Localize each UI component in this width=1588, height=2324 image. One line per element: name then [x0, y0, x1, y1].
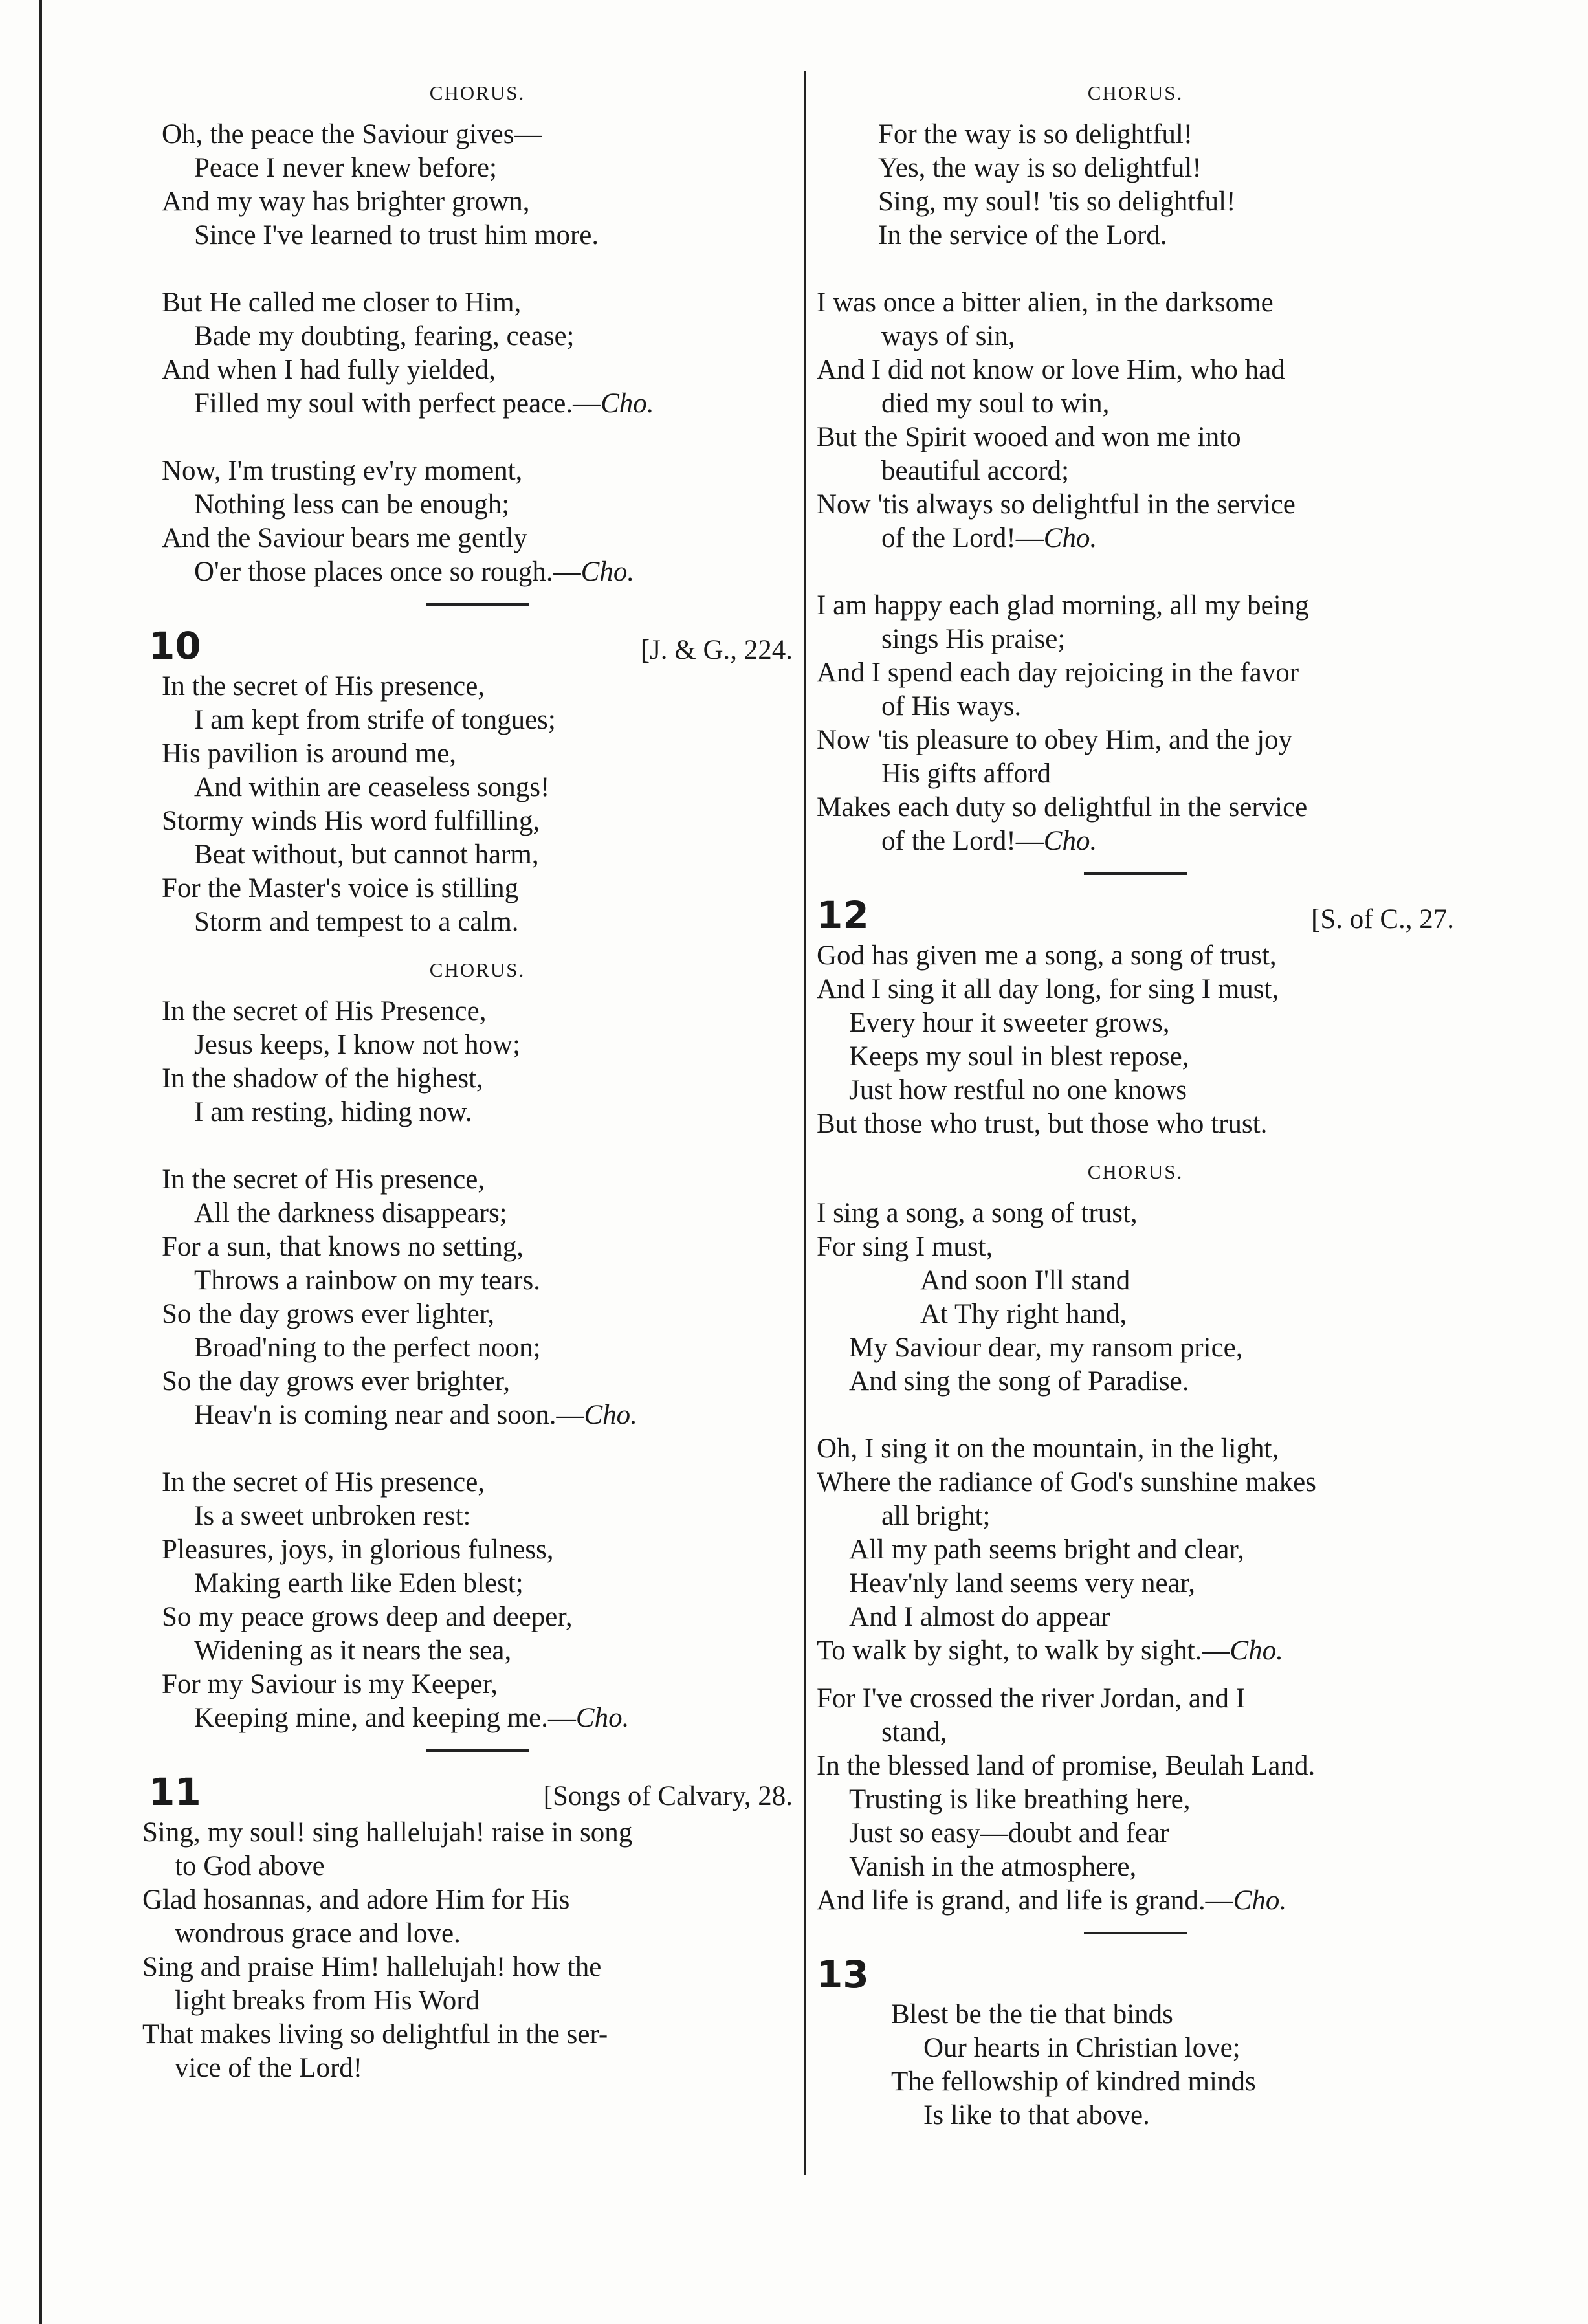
verse-line: wondrous grace and love.	[175, 1918, 461, 1949]
verse-line: Heav'nly land seems very near,	[849, 1568, 1195, 1599]
column-divider	[804, 71, 806, 2175]
hymn11-stanza-3	[817, 589, 1454, 858]
verse-line: ways of sin,	[881, 321, 1015, 351]
verse-line: And the Saviour bears me gently	[162, 523, 527, 553]
hymn-11-header	[149, 1771, 793, 1813]
verse-line: For my Saviour is my Keeper,	[162, 1669, 498, 1699]
verse-line: Trusting is like breathing here,	[849, 1784, 1191, 1815]
hymn10-chorus	[162, 995, 793, 1129]
verse-line: Nothing less can be enough;	[194, 489, 510, 520]
verse-line: And my way has brighter grown,	[162, 186, 530, 217]
verse-line: All my path seems bright and clear,	[849, 1534, 1244, 1565]
verse-line: Bade my doubting, fearing, cease;	[194, 321, 575, 351]
chorus-ref: Cho.	[575, 1703, 630, 1733]
chorus-ref: Cho.	[580, 557, 635, 587]
verse-line: Yes, the way is so delightful!	[878, 153, 1202, 183]
verse-text: And life is grand, and life is grand.—	[817, 1885, 1233, 1916]
verse-line: Peace I never knew before;	[194, 153, 497, 183]
verse-text: O'er those places once so rough.—	[194, 557, 581, 587]
hymn11-stanza-1	[142, 1816, 793, 2085]
chorus-label: CHORUS.	[1087, 1160, 1184, 1183]
hymn9-chorus	[162, 118, 793, 252]
verse-line: And soon I'll stand	[920, 1265, 1130, 1296]
verse-line: For the way is so delightful!	[878, 119, 1193, 149]
chorus-ref: Cho.	[1233, 1885, 1287, 1916]
verse-line	[817, 1884, 1454, 1918]
verse-line: Now 'tis pleasure to obey Him, and the joy	[817, 725, 1293, 755]
verse-line: The fellowship of kindred minds	[891, 2066, 1256, 2097]
chorus-label: CHORUS.	[429, 958, 525, 981]
verse-line: So my peace grows deep and deeper,	[162, 1602, 573, 1632]
verse-line: In the blessed land of promise, Beulah Land.	[817, 1751, 1316, 1781]
verse-line: died my soul to win,	[881, 388, 1110, 419]
section-rule	[1084, 1932, 1187, 1934]
verse-line: And I did not know or love Him, who had	[817, 355, 1285, 385]
hymn12-stanza-3	[817, 1682, 1454, 1918]
verse-line: In the secret of His Presence,	[162, 996, 487, 1026]
verse-line: For I've crossed the river Jordan, and I	[817, 1683, 1246, 1714]
right-column	[817, 71, 1454, 2166]
verse-line: For sing I must,	[817, 1232, 993, 1262]
verse-line: stand,	[881, 1717, 947, 1747]
verse-line: Just so easy—doubt and fear	[849, 1818, 1169, 1848]
verse-line: For the Master's voice is stilling	[162, 873, 519, 903]
verse-line	[162, 1399, 793, 1432]
verse-text: of the Lord!—	[881, 523, 1044, 553]
verse-line: of His ways.	[881, 691, 1022, 722]
hymn-source: [J. & G., 224.	[640, 635, 793, 665]
hymn9-stanza-3	[162, 454, 793, 589]
hymn-12-header	[817, 894, 1454, 936]
verse-line: And sing the song of Paradise.	[849, 1366, 1189, 1397]
hymn-number: 12	[817, 893, 869, 937]
verse-line: And I almost do appear	[849, 1602, 1110, 1632]
hymn-source: [Songs of Calvary, 28.	[543, 1781, 793, 1811]
verse-line: God has given me a song, a song of trust,	[817, 940, 1277, 971]
verse-line: Is like to that above.	[923, 2100, 1150, 2130]
verse-text: Filled my soul with perfect peace.—	[194, 388, 601, 419]
verse-line: My Saviour dear, my ransom price,	[849, 1333, 1243, 1363]
verse-line: Beat without, but cannot harm,	[194, 839, 539, 870]
verse-line: So the day grows ever brighter,	[162, 1366, 511, 1397]
verse-line: I am resting, hiding now.	[194, 1097, 472, 1127]
verse-line: Oh, I sing it on the mountain, in the light,	[817, 1433, 1279, 1464]
verse-text: of the Lord!—	[881, 826, 1044, 856]
verse-line: Every hour it sweeter grows,	[849, 1008, 1170, 1038]
verse-line: Jesus keeps, I know not how;	[194, 1030, 521, 1060]
verse-text: To walk by sight, to walk by sight.—	[817, 1635, 1230, 1666]
verse-line: I am happy each glad morning, all my being	[817, 590, 1309, 621]
verse-line: For a sun, that knows no setting,	[162, 1232, 524, 1262]
verse-line: Is a sweet unbroken rest:	[194, 1501, 471, 1531]
verse-line: And I spend each day rejoicing in the favor	[817, 658, 1299, 688]
verse-line: I sing a song, a song of trust,	[817, 1198, 1138, 1228]
verse-line: But He called me closer to Him,	[162, 287, 522, 318]
verse-line: light breaks from His Word	[175, 1986, 480, 2016]
verse-line: sings His praise;	[881, 624, 1066, 654]
chorus-ref: Cho.	[1230, 1635, 1283, 1666]
verse-line: Sing, my soul! 'tis so delightful!	[878, 186, 1236, 217]
verse-line: That makes living so delightful in the ser-	[142, 2019, 608, 2050]
verse-line: Oh, the peace the Saviour gives—	[162, 119, 542, 149]
verse-line: In the shadow of the highest,	[162, 1063, 483, 1094]
verse-text: Keeping mine, and keeping me.—	[194, 1703, 576, 1733]
verse-line: Our hearts in Christian love;	[923, 2033, 1241, 2063]
page-binding-edge	[39, 0, 42, 2324]
hymn-10-header	[149, 625, 793, 667]
verse-line: Just how restful no one knows	[849, 1075, 1187, 1105]
verse-line: And I sing it all day long, for sing I must,	[817, 974, 1279, 1004]
section-rule	[426, 603, 529, 606]
hymn11-chorus	[817, 118, 1454, 252]
left-column	[142, 71, 793, 2119]
hymn10-stanza-1	[162, 670, 793, 939]
verse-line	[162, 555, 793, 589]
verse-line: Stormy winds His word fulfilling,	[162, 806, 540, 836]
verse-line: Glad hosannas, and adore Him for His	[142, 1885, 570, 1915]
verse-line: And when I had fully yielded,	[162, 355, 496, 385]
verse-line: Sing, my soul! sing hallelujah! raise in song	[142, 1817, 633, 1848]
verse-line: Throws a rainbow on my tears.	[194, 1265, 540, 1296]
verse-line: All the darkness disappears;	[194, 1198, 507, 1228]
section-rule	[1084, 872, 1187, 875]
verse-line: Where the radiance of God's sunshine makes	[817, 1467, 1316, 1498]
hymn-source: [S. of C., 27.	[1311, 904, 1454, 935]
verse-line	[817, 824, 1454, 858]
hymn10-stanza-3	[162, 1466, 793, 1735]
verse-line	[162, 387, 793, 421]
chorus-ref: Cho.	[1043, 826, 1097, 856]
hymn10-stanza-2	[162, 1163, 793, 1432]
chorus-label: CHORUS.	[1087, 82, 1184, 104]
verse-line: beautiful accord;	[881, 456, 1070, 486]
hymn12-chorus	[817, 1197, 1454, 1399]
verse-line: Widening as it nears the sea,	[194, 1635, 512, 1666]
verse-line: Makes each duty so delightful in the service	[817, 792, 1308, 823]
section-rule	[426, 1749, 529, 1752]
hymn11-stanza-2	[817, 286, 1454, 555]
chorus-label: CHORUS.	[429, 82, 525, 104]
verse-line: Since I've learned to trust him more.	[194, 220, 599, 250]
chorus-ref: Cho.	[1043, 523, 1097, 553]
verse-line: But those who trust, but those who trust.	[817, 1109, 1268, 1139]
verse-line: I am kept from strife of tongues;	[194, 705, 556, 735]
hymn13-stanza-1	[817, 1998, 1454, 2132]
verse-line: In the secret of His presence,	[162, 1467, 485, 1498]
verse-text: Heav'n is coming near and soon.—	[194, 1400, 584, 1430]
verse-line: At Thy right hand,	[920, 1299, 1127, 1329]
hymn9-stanza-2	[162, 286, 793, 421]
verse-line	[162, 1701, 793, 1735]
verse-line: I was once a bitter alien, in the darksome	[817, 287, 1274, 318]
chorus-ref: Cho.	[601, 388, 654, 419]
verse-line: Making earth like Eden blest;	[194, 1568, 524, 1599]
verse-line: And within are ceaseless songs!	[194, 772, 550, 802]
hymn12-stanza-1	[817, 939, 1454, 1141]
verse-line: to God above	[175, 1851, 325, 1881]
verse-line	[817, 1634, 1454, 1668]
hymn-13-header	[817, 1954, 1454, 1995]
verse-line: vice of the Lord!	[175, 2053, 363, 2083]
verse-line: Broad'ning to the perfect noon;	[194, 1333, 541, 1363]
verse-line: Vanish in the atmosphere,	[849, 1852, 1137, 1882]
verse-line: In the service of the Lord.	[878, 220, 1167, 250]
verse-line: So the day grows ever lighter,	[162, 1299, 495, 1329]
verse-line: In the secret of His presence,	[162, 671, 485, 702]
hymn-number: 13	[817, 1953, 869, 1997]
verse-line: In the secret of His presence,	[162, 1164, 485, 1195]
verse-line: His pavilion is around me,	[162, 738, 457, 769]
verse-line: But the Spirit wooed and won me into	[817, 422, 1241, 452]
verse-line: Now 'tis always so delightful in the service	[817, 489, 1296, 520]
verse-line: His gifts afford	[881, 758, 1051, 789]
chorus-ref: Cho.	[584, 1400, 637, 1430]
verse-line: Blest be the tie that binds	[891, 1999, 1173, 2030]
verse-line: Now, I'm trusting ev'ry moment,	[162, 456, 523, 486]
verse-line: Sing and praise Him! hallelujah! how the	[142, 1952, 602, 1982]
hymn12-stanza-2	[817, 1432, 1454, 1668]
hymn-number: 10	[149, 624, 201, 668]
verse-line: Pleasures, joys, in glorious fulness,	[162, 1534, 554, 1565]
hymn-number: 11	[149, 1770, 201, 1814]
verse-line: Storm and tempest to a calm.	[194, 907, 519, 937]
verse-line: all bright;	[881, 1501, 991, 1531]
verse-line	[817, 522, 1454, 555]
verse-line: Keeps my soul in blest repose,	[849, 1041, 1189, 1072]
